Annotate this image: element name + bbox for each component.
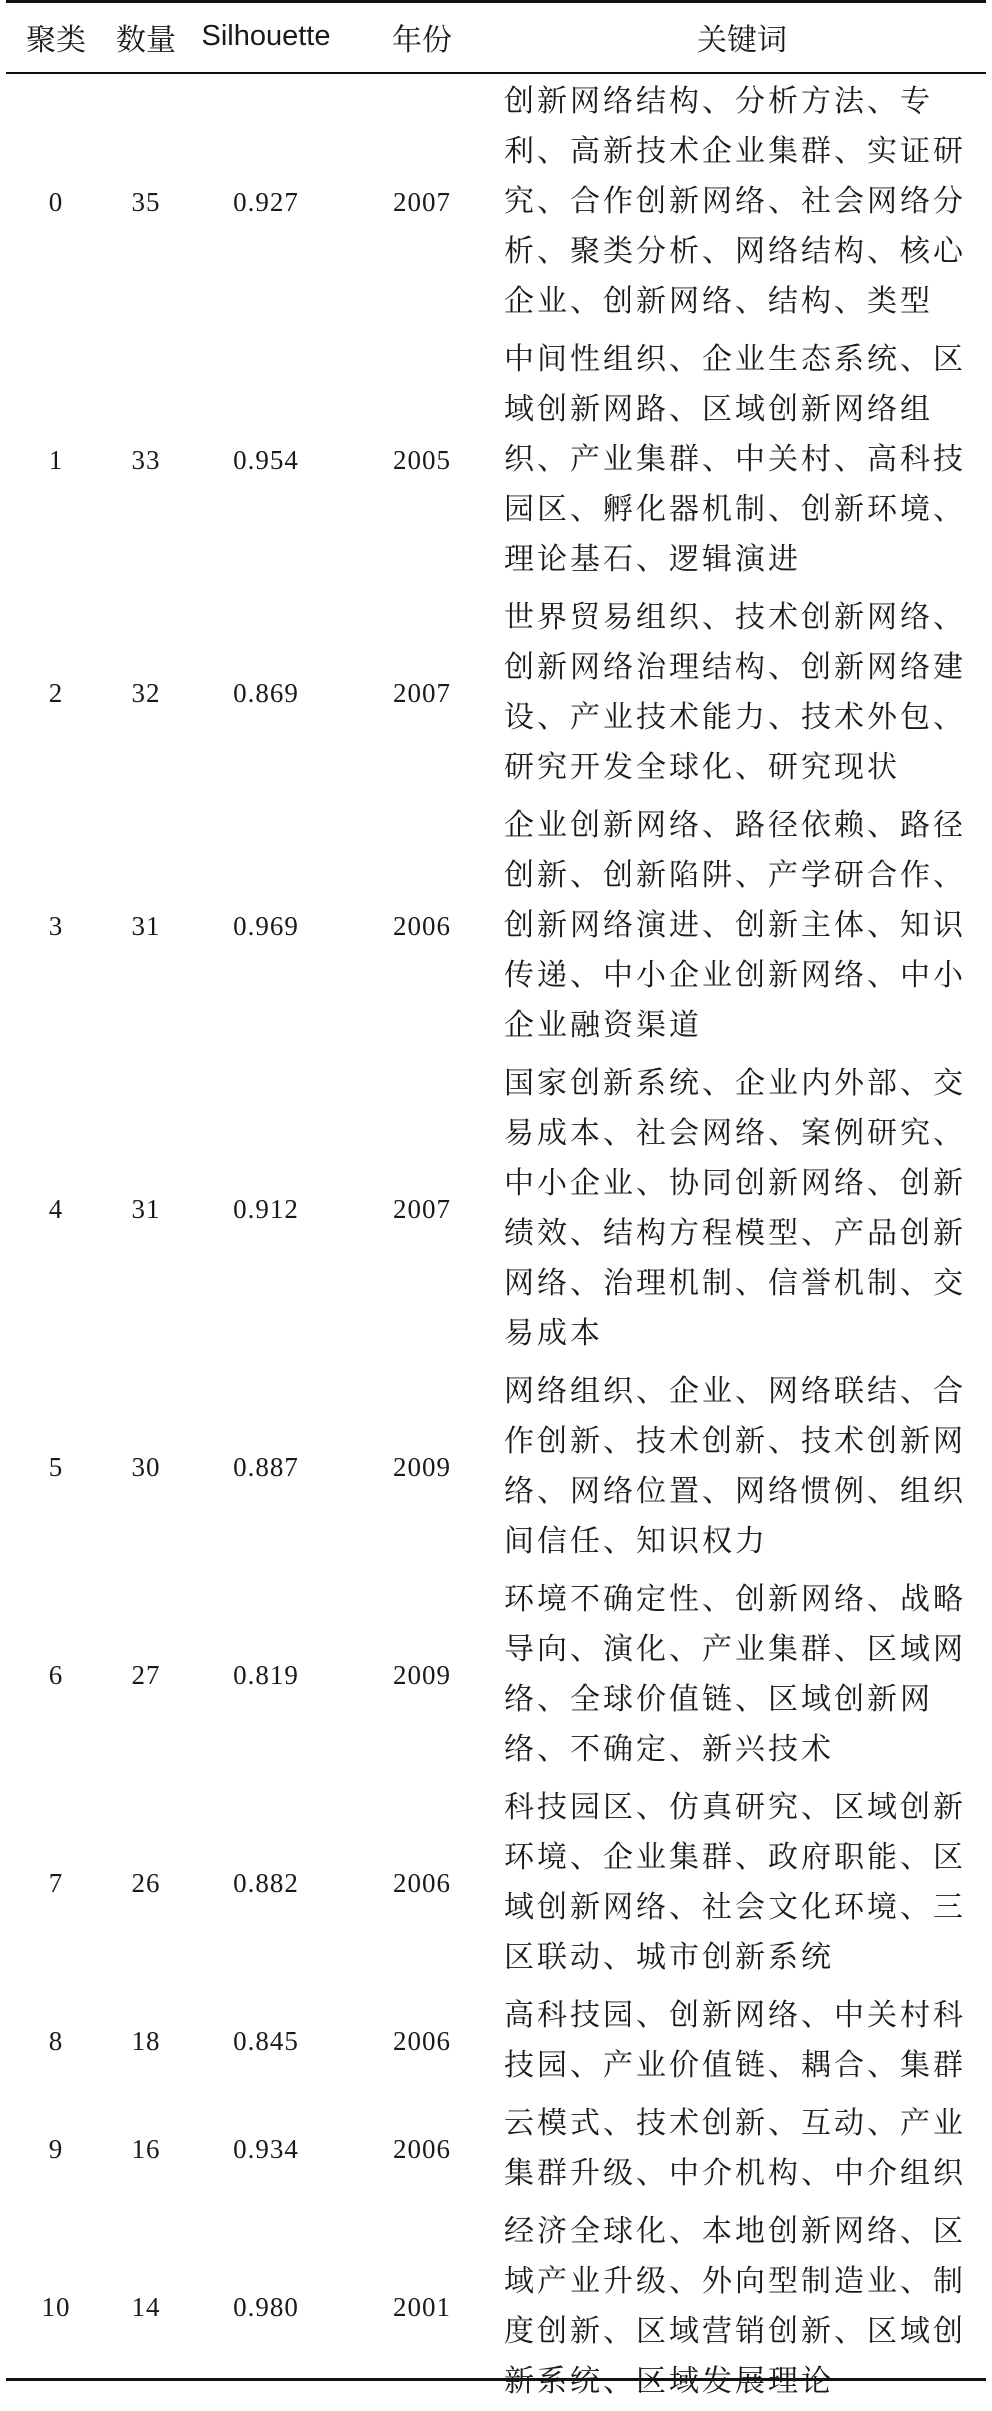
table-row — [6, 589, 986, 797]
table-row — [6, 1571, 986, 1779]
cell-silhouette: 0.845 — [233, 2025, 299, 2056]
table-row — [6, 1987, 986, 2095]
cell-year: 2001 — [393, 2291, 451, 2322]
cell-year: 2006 — [393, 1867, 451, 1898]
cell-count: 33 — [131, 444, 161, 475]
cell-cluster: 4 — [48, 1193, 64, 1224]
cell-silhouette: 0.954 — [233, 444, 299, 475]
cell-cluster: 10 — [41, 2291, 71, 2322]
table-row — [6, 797, 986, 1055]
cell-cluster: 6 — [48, 1659, 64, 1690]
cell-silhouette: 0.934 — [233, 2133, 299, 2164]
cluster-table — [6, 0, 986, 2411]
cell-count: 27 — [131, 1659, 161, 1690]
cell-silhouette: 0.969 — [233, 910, 299, 941]
cell-keywords: 世界贸易组织、技术创新网络、创新网络治理结构、创新网络建设、产业技术能力、技术外包、研究开发全球化、研究现状 — [504, 600, 966, 785]
cell-cluster: 2 — [48, 677, 64, 708]
cell-cluster: 8 — [48, 2025, 64, 2056]
cell-year: 2005 — [393, 444, 451, 475]
cell-count: 31 — [131, 910, 161, 941]
cell-count: 32 — [131, 677, 161, 708]
cell-year: 2007 — [393, 186, 451, 217]
table-row — [6, 2095, 986, 2203]
table-row — [6, 1055, 986, 1363]
cell-keywords: 高科技园、创新网络、中关村科技园、产业价值链、耦合、集群 — [504, 1998, 966, 2083]
cell-cluster: 9 — [48, 2133, 64, 2164]
table-body — [6, 73, 986, 2411]
cell-silhouette: 0.887 — [233, 1451, 299, 1482]
cell-keywords: 企业创新网络、路径依赖、路径创新、创新陷阱、产学研合作、创新网络演进、创新主体、知识传递、中小企业创新网络、中小企业融资渠道 — [504, 808, 966, 1043]
table-row — [6, 73, 986, 331]
cell-count: 26 — [131, 1867, 161, 1898]
cell-cluster: 5 — [48, 1451, 64, 1482]
cell-count: 16 — [131, 2133, 161, 2164]
cell-count: 35 — [131, 186, 161, 217]
cell-silhouette: 0.819 — [233, 1659, 299, 1690]
cell-keywords: 科技园区、仿真研究、区域创新环境、企业集群、政府职能、区域创新网络、社会文化环境、三区联动、城市创新系统 — [504, 1790, 966, 1975]
header-silhouette: Silhouette — [201, 20, 331, 52]
cell-cluster: 1 — [48, 444, 64, 475]
cell-silhouette: 0.980 — [233, 2291, 299, 2322]
cell-keywords: 中间性组织、企业生态系统、区域创新网路、区域创新网络组织、产业集群、中关村、高科技园区、孵化器机制、创新环境、理论基石、逻辑演进 — [504, 342, 966, 577]
header-row — [6, 0, 986, 73]
cell-count: 14 — [131, 2291, 161, 2322]
cell-silhouette: 0.882 — [233, 1867, 299, 1898]
header-cluster: 聚类 — [26, 22, 86, 58]
cell-year: 2009 — [393, 1659, 451, 1690]
cell-silhouette: 0.912 — [233, 1193, 299, 1224]
cell-year: 2009 — [393, 1451, 451, 1482]
bottom-rule — [6, 2378, 986, 2381]
table-row — [6, 1363, 986, 1571]
table-row — [6, 331, 986, 589]
cell-keywords: 环境不确定性、创新网络、战略导向、演化、产业集群、区域网络、全球价值链、区域创新网络、不确定、新兴技术 — [504, 1582, 966, 1767]
header-count: 数量 — [116, 22, 176, 58]
cell-year: 2006 — [393, 910, 451, 941]
cell-cluster: 3 — [48, 910, 64, 941]
cell-keywords: 网络组织、企业、网络联结、合作创新、技术创新、技术创新网络、网络位置、网络惯例、组织间信任、知识权力 — [504, 1374, 966, 1559]
cell-silhouette: 0.927 — [233, 186, 299, 217]
cell-cluster: 0 — [48, 186, 64, 217]
cell-silhouette: 0.869 — [233, 677, 299, 708]
cell-year: 2006 — [393, 2133, 451, 2164]
cell-year: 2007 — [393, 677, 451, 708]
header-keywords: 关键词 — [697, 22, 787, 58]
cell-keywords: 经济全球化、本地创新网络、区域产业升级、外向型制造业、制度创新、区域营销创新、区域创新系统、区域发展理论 — [504, 2214, 966, 2399]
cell-cluster: 7 — [48, 1867, 64, 1898]
header-year: 年份 — [392, 22, 452, 58]
cell-keywords: 国家创新系统、企业内外部、交易成本、社会网络、案例研究、中小企业、协同创新网络、创新绩效、结构方程模型、产品创新网络、治理机制、信誉机制、交易成本 — [504, 1066, 966, 1351]
cell-year: 2006 — [393, 2025, 451, 2056]
cell-count: 30 — [131, 1451, 161, 1482]
cell-count: 18 — [131, 2025, 161, 2056]
cell-count: 31 — [131, 1193, 161, 1224]
cell-keywords: 云模式、技术创新、互动、产业集群升级、中介机构、中介组织 — [504, 2106, 966, 2191]
cell-year: 2007 — [393, 1193, 451, 1224]
table-row — [6, 1779, 986, 1987]
cell-keywords: 创新网络结构、分析方法、专利、高新技术企业集群、实证研究、合作创新网络、社会网络分析、聚类分析、网络结构、核心企业、创新网络、结构、类型 — [504, 84, 966, 319]
